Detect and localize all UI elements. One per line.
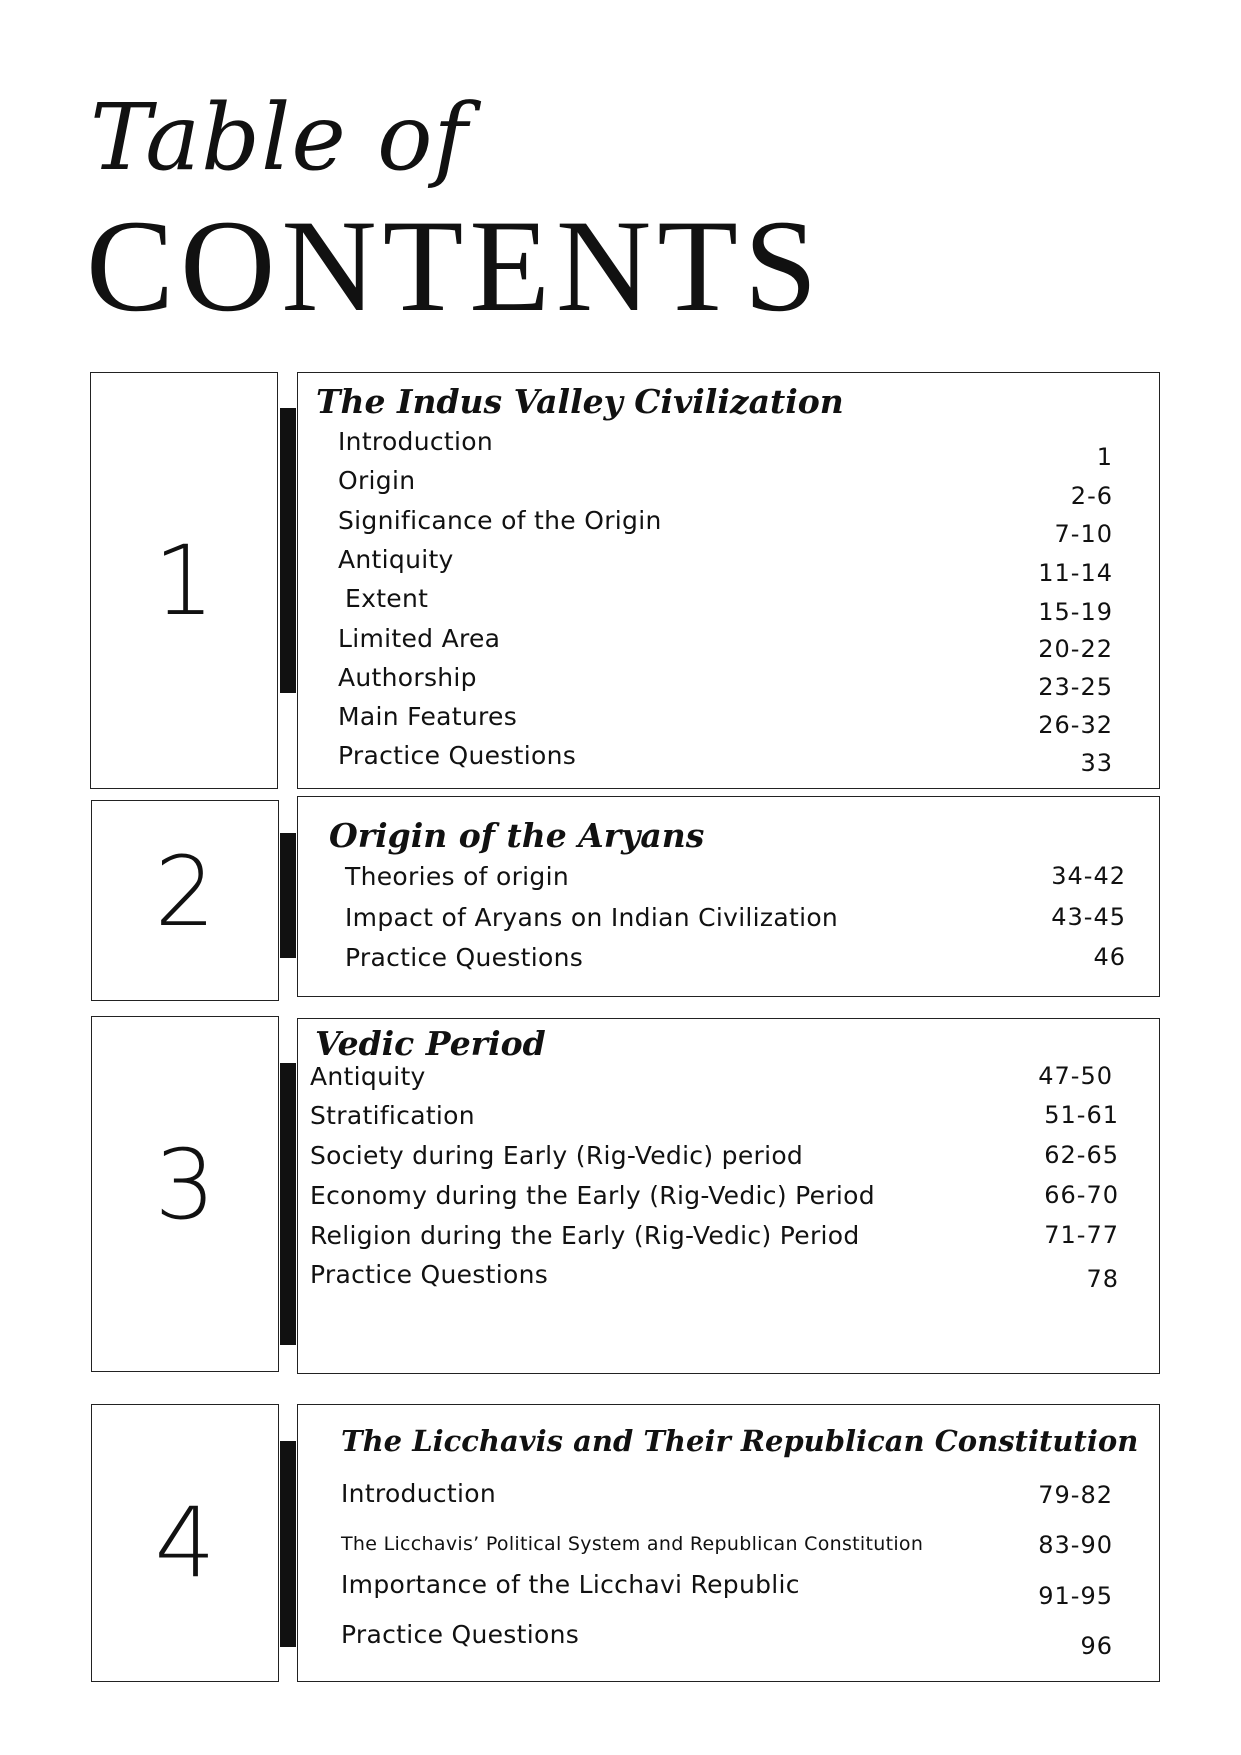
topic-row[interactable] bbox=[298, 862, 1159, 892]
chapter-bar bbox=[280, 408, 296, 693]
topic-row[interactable] bbox=[298, 663, 1159, 701]
topic-pages: 78 bbox=[1086, 1265, 1119, 1293]
topic-pages: 34-42 bbox=[1051, 862, 1126, 890]
topic-pages: 46 bbox=[1093, 943, 1126, 971]
topic-label: Importance of the Licchavi Republic bbox=[341, 1570, 800, 1599]
topic-pages: 43-45 bbox=[1051, 903, 1126, 931]
topic-row[interactable] bbox=[298, 1570, 1159, 1610]
topic-row[interactable] bbox=[298, 1479, 1159, 1509]
topic-label: The Licchavis’ Political System and Republican Constitution bbox=[341, 1533, 924, 1555]
topic-row[interactable] bbox=[298, 584, 1159, 626]
title-caps: CONTENTS bbox=[86, 192, 824, 339]
topic-row[interactable] bbox=[298, 427, 1159, 471]
topic-row[interactable] bbox=[298, 466, 1159, 510]
topic-row[interactable] bbox=[298, 903, 1159, 933]
topic-label: Society during Early (Rig-Vedic) period bbox=[310, 1141, 804, 1170]
topic-label: Introduction bbox=[338, 427, 493, 456]
chapter-title: The Licchavis and Their Republican Constitution bbox=[341, 1424, 1139, 1458]
topic-pages: 20-22 bbox=[1038, 635, 1113, 663]
topic-pages: 66-70 bbox=[1044, 1181, 1119, 1209]
chapter-box bbox=[297, 1404, 1160, 1682]
topic-pages: 15-19 bbox=[1038, 598, 1113, 626]
chapter-number-box bbox=[91, 1016, 279, 1372]
topic-label: Economy during the Early (Rig-Vedic) Period bbox=[310, 1181, 875, 1210]
topic-row[interactable] bbox=[298, 624, 1159, 663]
topic-pages: 71-77 bbox=[1044, 1221, 1119, 1249]
topic-row[interactable] bbox=[298, 1101, 1159, 1131]
topic-label: Authorship bbox=[338, 663, 477, 692]
chapter-number: 3 bbox=[154, 1129, 216, 1241]
topic-label: Practice Questions bbox=[338, 741, 577, 770]
chapter-number: 2 bbox=[154, 836, 216, 948]
topic-row[interactable] bbox=[298, 1260, 1159, 1293]
chapter-number-box bbox=[91, 800, 279, 1001]
topic-row[interactable] bbox=[298, 1181, 1159, 1211]
chapter-box bbox=[297, 372, 1160, 789]
chapter-box bbox=[297, 1018, 1160, 1374]
topic-row[interactable] bbox=[298, 1620, 1159, 1660]
topic-label: Practice Questions bbox=[345, 943, 584, 972]
title-script: Table of bbox=[90, 84, 469, 191]
topic-pages: 26-32 bbox=[1038, 711, 1113, 739]
topic-row[interactable] bbox=[298, 1527, 1159, 1557]
topic-label: Limited Area bbox=[338, 624, 501, 653]
topic-label: Significance of the Origin bbox=[338, 506, 662, 535]
topic-row[interactable] bbox=[298, 1221, 1159, 1251]
chapter-number: 1 bbox=[153, 525, 215, 637]
topic-pages: 79-82 bbox=[1038, 1481, 1113, 1509]
chapter-bar bbox=[280, 1063, 296, 1345]
chapter-number-box bbox=[91, 1404, 279, 1682]
topic-label: Antiquity bbox=[310, 1062, 426, 1091]
chapter-bar bbox=[280, 1441, 296, 1647]
topic-pages: 96 bbox=[1080, 1632, 1113, 1660]
chapter-box bbox=[297, 796, 1160, 997]
topic-label: Impact of Aryans on Indian Civilization bbox=[345, 903, 839, 932]
topic-label: Main Features bbox=[338, 702, 518, 731]
chapter-bar bbox=[280, 833, 296, 958]
topic-label: Antiquity bbox=[338, 545, 454, 574]
chapter-number-box bbox=[90, 372, 278, 789]
chapter-title: Vedic Period bbox=[315, 1024, 546, 1063]
topic-row[interactable] bbox=[298, 506, 1159, 548]
topic-row[interactable] bbox=[298, 943, 1159, 973]
topic-label: Practice Questions bbox=[341, 1620, 580, 1649]
topic-pages: 83-90 bbox=[1038, 1531, 1113, 1559]
topic-pages: 33 bbox=[1080, 749, 1113, 777]
topic-row[interactable] bbox=[298, 702, 1159, 739]
topic-row[interactable] bbox=[298, 741, 1159, 777]
topic-label: Origin bbox=[338, 466, 416, 495]
topic-row[interactable] bbox=[298, 545, 1159, 587]
topic-label: Extent bbox=[345, 584, 429, 613]
topic-label: Stratification bbox=[310, 1101, 475, 1130]
topic-pages: 1 bbox=[1096, 443, 1113, 471]
topic-label: Introduction bbox=[341, 1479, 496, 1508]
topic-row[interactable] bbox=[298, 1062, 1159, 1092]
chapter-title: The Indus Valley Civilization bbox=[316, 382, 844, 421]
topic-row[interactable] bbox=[298, 1141, 1159, 1171]
topic-label: Religion during the Early (Rig-Vedic) Period bbox=[310, 1221, 860, 1250]
topic-label: Practice Questions bbox=[310, 1260, 549, 1289]
chapter-number: 4 bbox=[154, 1487, 216, 1599]
topic-pages: 47-50 bbox=[1038, 1062, 1113, 1090]
topic-pages: 2-6 bbox=[1070, 482, 1113, 510]
topic-pages: 11-14 bbox=[1038, 559, 1113, 587]
topic-pages: 51-61 bbox=[1044, 1101, 1119, 1129]
topic-pages: 23-25 bbox=[1038, 673, 1113, 701]
topic-pages: 62-65 bbox=[1044, 1141, 1119, 1169]
chapter-title: Origin of the Aryans bbox=[329, 816, 705, 855]
topic-pages: 91-95 bbox=[1038, 1582, 1113, 1610]
topic-pages: 7-10 bbox=[1054, 520, 1113, 548]
topic-label: Theories of origin bbox=[345, 862, 569, 891]
